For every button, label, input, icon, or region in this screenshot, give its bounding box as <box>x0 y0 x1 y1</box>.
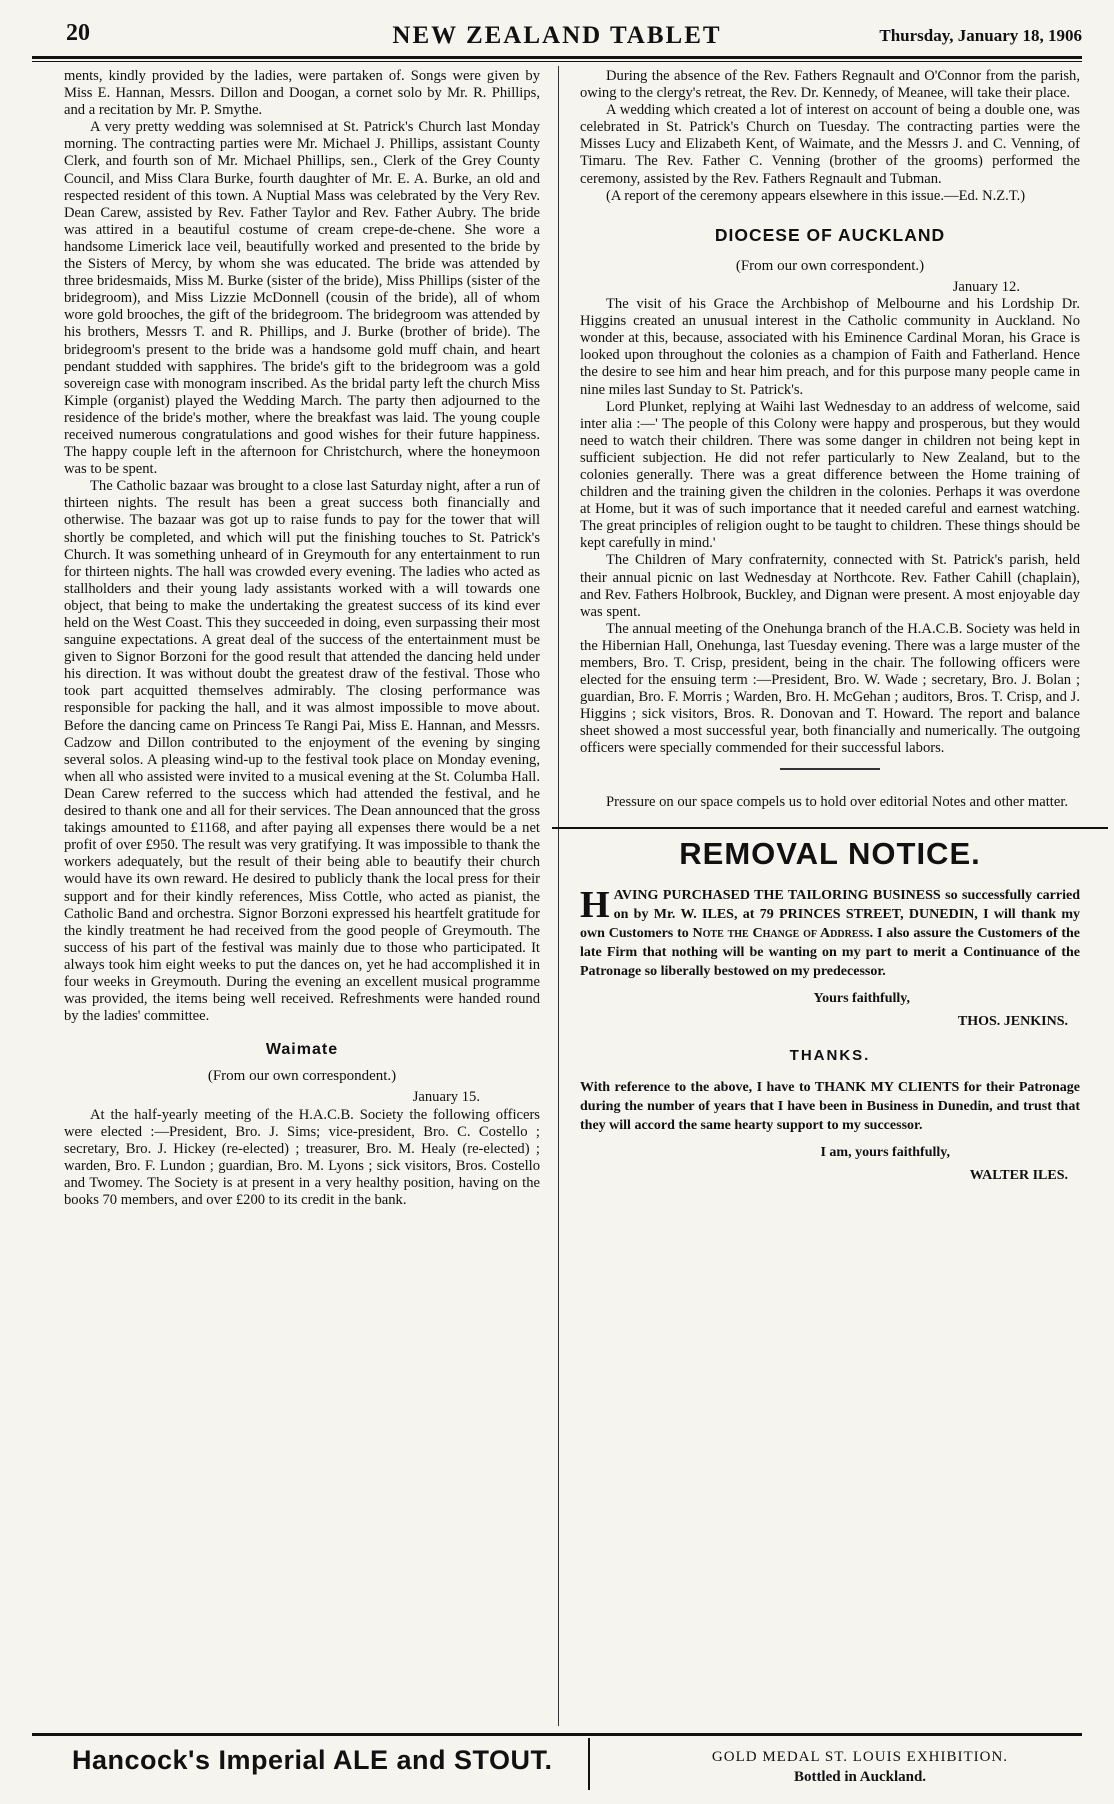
page-header <box>32 20 1082 56</box>
footer-medal: GOLD MEDAL ST. LOUIS EXHIBITION. <box>711 1749 1009 1765</box>
dateline: January 15. <box>412 1089 480 1106</box>
article-paragraph: The Children of Mary confraternity, connected with St. Patrick's parish, held their annual picnic on last Wednesday at Northcote. Rev. Father Cahill (chaplain), and Rev. Fathers Holbrook, Buckley, and Dignan were present. A most enjoyable day was spent. <box>580 552 1080 620</box>
section-heading-auckland: DIOCESE OF AUCKLAND <box>714 224 946 245</box>
removal-notice-text: AVING PURCHASED THE TAILORING BUSINESS so successfully carried on by Mr. W. ILES, at 79 PRINCES STREET, DUNEDIN, I will thank my own Customers to <box>580 887 1080 941</box>
header-rule <box>32 56 1082 59</box>
removal-notice-body <box>580 883 1080 981</box>
editor-note: (A report of the ceremony appears elsewhere in this issue.—Ed. N.Z.T.) <box>606 187 1026 204</box>
dropcap: H <box>580 883 610 926</box>
advert-rule <box>552 827 1108 829</box>
correspondent-line: (From our own correspondent.) <box>735 257 925 274</box>
footer-divider <box>588 1738 590 1790</box>
dateline: January 12. <box>952 278 1020 295</box>
left-column <box>64 68 540 1209</box>
article-paragraph: A wedding which created a lot of interest on account of being a double one, was celebrated in St. Patrick's Church on Tuesday. The contracting parties were the Misses Lucy and Elizabeth Kent, of Waimate, and the Messrs J. and C. Venning, of Timaru. The Rev. Father C. Venning (brother of the grooms) performed the ceremony, assisted by the Rev. Fathers Regnault and Tubman. <box>580 102 1080 187</box>
section-heading-waimate: Waimate <box>265 1041 339 1059</box>
removal-closing: Yours faithfully, <box>813 990 910 1006</box>
article-paragraph: At the half-yearly meeting of the H.A.C.B. Society the following officers were elected :—President, Bro. J. Sims; vice-president, Bro. C. Costello ; secretary, Bro. J. Hickey (re-elected) ; treasurer, Bro. M. Healy (re-elected) ; warden, Bro. F. Lundon ; guardian, Bro. M. Lyons ; sick visitors, Bros. Costello and Twomey. The Society is at present in a very healthy position, having on the books 70 members, and over £200 to its credit in the bank. <box>64 1106 540 1208</box>
thanks-closing: I am, yours faithfully, <box>820 1144 950 1160</box>
removal-notice-title: REMOVAL NOTICE. <box>679 835 981 871</box>
article-paragraph: The Catholic bazaar was brought to a close last Saturday night, after a run of thirteen nights. The result has been a great success both financially and otherwise. The bazaar was got up to raise funds to pay for the tower that will shortly be completed, and which will put the finishing touches to St. Patrick's Church. It was something unheard of in Greymouth for any entertainment to run for thirteen nights. The hall was crowded every evening. The ladies who acted as stallholders and their young lady assistants worked with a will towards one object, that being to make the undertaking the greatest success of its kind ever held on the West Coast. This they succeeded in doing, even surpassing their most sanguine expectations. A great deal of the success of the entertainment must be given to Signor Borzoni for the good result that attended the dancing held under his direction. It was without doubt the greatest draw of the festival. Those who took part acquitted themselves admirably. The closing performance was responsible for packing the hall, and it was almost impossible to move about. Before the dancing came on Princess Te Rangi Pai, Miss E. Hannan, and Messrs. Cadzow and Dillon contributed to the enjoyment of the evening by singing several solos. A pleasing wind-up to the festival took place on Monday evening, when all who assisted were invited to a musical evening at the St. Columba Hall. Dean Carew referred to the success which had attended the festival, and he desired to thank one and all for their services. The Dean announced that the gross takings amounted to £1168, and after paying all expenses there would be a net profit of over £950. The result was very gratifying. It was impossible to thank the workers adequately, but the result of their being able to beautify their church would have its own reward. He desired to publicly thank the local press for their support and for their kindly references, Miss Cottle, who acted as pianist, the Catholic Band and orchestra. Signor Borzoni expressed his heartfelt gratitude for the kindly treatment he had received from the good people of Greymouth. The success of his part of the festival was mainly due to those who participated. It always took him eight weeks to put the dances on, yet he had accomplished it in four weeks in Greymouth. During the evening an excellent musical programme was provided, the items being well received. Refreshments were handed round by the ladies' committee. <box>64 478 540 1025</box>
correspondent-line: (From our own correspondent.) <box>207 1068 397 1085</box>
article-paragraph: A very pretty wedding was solemnised at St. Patrick's Church last Monday morning. The contracting parties were Mr. Michael J. Phillips, assistant County Clerk, and fourth son of Mr. Michael Phillips, sen., Clerk of the Grey County Council, and Miss Clara Burke, fourth daughter of Mr. E. A. Burke, an old and respected resident of this town. A Nuptial Mass was celebrated by the Very Rev. Dean Carew, assisted by Rev. Father Taylor and Rev. Father Aubry. The bride was attired in a beautiful costume of cream crepe-de-chene. She wore a handsome Limerick lace veil, beautifully worked and presented to the bride by the Sisters of Mercy, by whom she was educated. The bride was attended by three bridesmaids, Miss M. Burke (sister of the bride), Miss Phillips (sister of the bridegroom), and Miss Lizzie McDonnell (cousin of the bride), all of whom wore gold brooches, the gift of the bridegroom. The bridegroom was attended by his brothers, Messrs T. and R. Phillips, and J. Burke (brother of bride). The bridegroom's present to the bride was a handsome gold muff chain, and heart pendant studded with sapphires. The bride's gift to the bridegroom was a gold sovereign case with monogram inscribed. As the bridal party left the church Miss Kimple (organist) played the Wedding March. The party then adjourned to the residence of the bride's mother, where the breakfast was laid. The young couple received numerous congratulations and good wishes for their future happiness. The happy couple left in the afternoon for Christchurch, where the honeymoon was to be spent. <box>64 119 540 478</box>
column-divider <box>558 66 559 1726</box>
header-rule-thin <box>32 61 1082 62</box>
thanks-heading: THANKS. <box>789 1046 871 1064</box>
removal-signature: THOS. JENKINS. <box>957 1013 1068 1029</box>
footer-advert: Hancock's Imperial ALE and STOUT. <box>72 1745 553 1775</box>
article-paragraph: The annual meeting of the Onehunga branch of the H.A.C.B. Society was held in the Hibernian Hall, Onehunga, last Tuesday evening. There was a large muster of the members, Bro. T. Crisp, president, being in the chair. The following officers were elected for the ensuing term :—President, Bro. W. Wade ; secretary, Bro. J. Bolan ; guardian, Bro. F. Morris ; Warden, Bro. H. McGehan ; auditors, Bros. T. Crisp, and J. Higgins ; sick visitors, Bros. R. Donovan and T. Howard. The report and balance sheet showed a most successful year, both financially and numerically. The outgoing officers were specially commended for their successful labors. <box>580 620 1080 757</box>
footer-medal-block <box>640 1747 1080 1787</box>
masthead: NEW ZEALAND TABLET <box>392 22 722 49</box>
article-paragraph: During the absence of the Rev. Fathers Regnault and O'Connor from the parish, owing to the clergy's retreat, the Rev. Dr. Kennedy, of Meanee, will take their place. <box>580 68 1080 102</box>
editorial-note: Pressure on our space compels us to hold over editorial Notes and other matter. <box>606 793 1069 810</box>
footer-rule <box>32 1733 1082 1736</box>
article-paragraph: Lord Plunket, replying at Waihi last Wednesday to an address of welcome, said inter alia :—' The people of this Colony were happy and prosperous, but they would need to watch their children. There was some danger in children not being kept in sufficient subjection. He did not refer particularly to New Zealand, but to the colonies generally. There was a great difference between the Home training of children and the training given the children in the colonies. Perhaps it was overdone at Home, but it was of such importance that it needed careful and earnest watching. The great principles of religion ought to be taught to children. These things should be kept carefully in mind.' <box>580 398 1080 552</box>
right-column <box>580 68 1080 1185</box>
removal-notice-text-end: I also assure the Customers of the late Firm that nothing will be wanting on my part to merit a Continuance of the Patronage so liberally bestowed on my predecessor. <box>580 925 1080 979</box>
page-number: 20 <box>66 20 90 46</box>
footer-bottled: Bottled in Auckland. <box>793 1769 927 1785</box>
article-paragraph: The visit of his Grace the Archbishop of Melbourne and his Lordship Dr. Higgins created an unusual interest in the Catholic community in Auckland. No wonder at this, because, associated with his Eminence Cardinal Moran, his Grace is looked upon throughout the colonies as a champion of Faith and Fatherland. Hence the desire to see him and hear him preach, and for this purpose many people came in nine miles last Sunday to St. Patrick's. <box>580 296 1080 398</box>
article-paragraph: ments, kindly provided by the ladies, were partaken of. Songs were given by Miss E. Hannan, Messrs. Dillon and Doogan, a cornet solo by Mr. R. Phillips, and a recitation by Mr. P. Smythe. <box>64 68 540 119</box>
thanks-signature: WALTER ILES. <box>969 1167 1068 1183</box>
issue-date: Thursday, January 18, 1906 <box>879 26 1082 45</box>
thanks-body: With reference to the above, I have to THANK MY CLIENTS for their Patronage during the number of years that I have been in Business in Dunedin, and trust that they will accord the same hearty support to my successor. <box>580 1079 1080 1133</box>
removal-notice-emphasis: Note the Change of Address. <box>692 925 874 941</box>
section-divider <box>780 768 880 770</box>
